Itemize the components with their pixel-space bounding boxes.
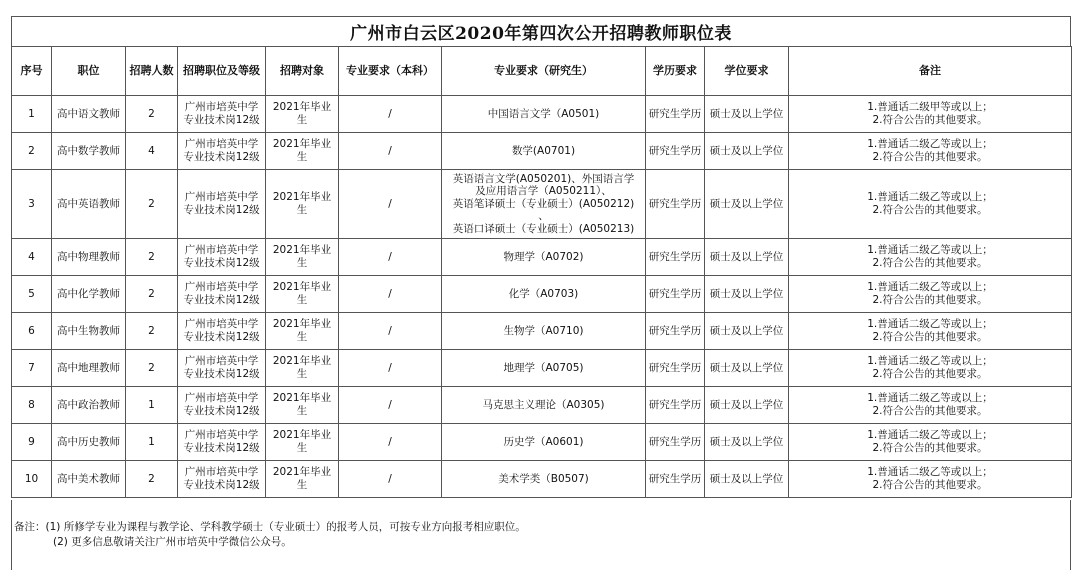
cell-count: 1 [126, 424, 178, 461]
post-level-line: 广州市培英中学 [184, 191, 259, 204]
table-row [12, 461, 1072, 498]
cell-post-level [178, 313, 266, 350]
cell-target: 2021年毕业生 [266, 239, 339, 276]
table-row [12, 239, 1072, 276]
cell-grad-major [442, 424, 646, 461]
cell-target: 2021年毕业生 [266, 170, 339, 239]
table-row [12, 170, 1072, 239]
post-level-line: 广州市培英中学 [184, 392, 259, 405]
remark-line: 1.普通话二级乙等或以上； [867, 191, 993, 204]
cell-count: 1 [126, 387, 178, 424]
cell-no: 5 [12, 276, 52, 313]
cell-grad-major [442, 170, 646, 239]
cell-remarks [789, 387, 1072, 424]
cell-grad-major [442, 313, 646, 350]
grad-major-line: 英语口译硕士（专业硕士）(A050213) [452, 222, 635, 235]
footnote-box [11, 500, 1071, 570]
cell-grad-major [442, 461, 646, 498]
table-row [12, 387, 1072, 424]
cell-degree: 硕士及以上学位 [705, 424, 789, 461]
grad-major-line: 及应用语言学（A050211）、 [475, 185, 612, 198]
grad-major-line: 马克思主义理论（A0305) [482, 398, 605, 411]
cell-count: 2 [126, 96, 178, 133]
remark-line: 1.普通话二级乙等或以上； [867, 429, 993, 442]
cell-degree: 硕士及以上学位 [705, 350, 789, 387]
header-education: 学历要求 [646, 47, 705, 96]
cell-target: 2021年毕业生 [266, 133, 339, 170]
cell-post-level [178, 276, 266, 313]
cell-education: 研究生学历 [646, 350, 705, 387]
remark-line: 1.普通话二级乙等或以上； [867, 281, 993, 294]
post-level-line: 广州市培英中学 [184, 244, 259, 257]
table-header-row [12, 47, 1072, 96]
cell-count: 2 [126, 170, 178, 239]
cell-position: 高中地理教师 [52, 350, 126, 387]
post-level-line: 专业技术岗12级 [183, 294, 260, 306]
grad-major-line: 物理学（A0702) [503, 250, 584, 263]
remark-line: 2.符合公告的其他要求。 [872, 294, 988, 306]
post-level-line: 广州市培英中学 [184, 466, 259, 479]
cell-target: 2021年毕业生 [266, 96, 339, 133]
cell-position: 高中生物教师 [52, 313, 126, 350]
cell-target: 2021年毕业生 [266, 313, 339, 350]
cell-no: 3 [12, 170, 52, 239]
post-level-line: 专业技术岗12级 [183, 331, 260, 343]
cell-grad-major [442, 239, 646, 276]
cell-undergrad-major: / [339, 276, 442, 313]
table-title: 广州市白云区2020年第四次公开招聘教师职位表 [11, 16, 1071, 46]
cell-remarks [789, 239, 1072, 276]
cell-grad-major [442, 96, 646, 133]
cell-no: 4 [12, 239, 52, 276]
cell-count: 2 [126, 461, 178, 498]
header-remarks: 备注 [789, 47, 1072, 96]
cell-post-level [178, 350, 266, 387]
cell-target: 2021年毕业生 [266, 350, 339, 387]
cell-position: 高中英语教师 [52, 170, 126, 239]
cell-degree: 硕士及以上学位 [705, 313, 789, 350]
cell-education: 研究生学历 [646, 387, 705, 424]
cell-grad-major [442, 276, 646, 313]
cell-count: 4 [126, 133, 178, 170]
cell-degree: 硕士及以上学位 [705, 461, 789, 498]
cell-grad-major [442, 350, 646, 387]
cell-remarks [789, 424, 1072, 461]
cell-post-level [178, 170, 266, 239]
cell-remarks [789, 96, 1072, 133]
header-count: 招聘人数 [126, 47, 178, 96]
cell-target: 2021年毕业生 [266, 461, 339, 498]
header-position: 职位 [52, 47, 126, 96]
cell-remarks [789, 313, 1072, 350]
table-body [12, 96, 1072, 498]
cell-education: 研究生学历 [646, 313, 705, 350]
cell-remarks [789, 133, 1072, 170]
cell-undergrad-major: / [339, 461, 442, 498]
recruitment-table [11, 46, 1072, 498]
remark-line: 1.普通话二级乙等或以上； [867, 318, 993, 331]
grad-major-line: 化学（A0703) [508, 287, 579, 300]
grad-major-line: 、 [538, 210, 549, 223]
cell-remarks [789, 461, 1072, 498]
cell-position: 高中语文教师 [52, 96, 126, 133]
cell-no: 2 [12, 133, 52, 170]
cell-post-level [178, 133, 266, 170]
remark-line: 2.符合公告的其他要求。 [872, 114, 988, 126]
remark-line: 2.符合公告的其他要求。 [872, 151, 988, 163]
remark-line: 2.符合公告的其他要求。 [872, 257, 988, 269]
post-level-line: 专业技术岗12级 [183, 368, 260, 380]
cell-grad-major [442, 387, 646, 424]
post-level-line: 广州市培英中学 [184, 429, 259, 442]
header-degree: 学位要求 [705, 47, 789, 96]
remark-line: 2.符合公告的其他要求。 [872, 331, 988, 343]
remark-line: 1.普通话二级乙等或以上； [867, 466, 993, 479]
remark-line: 2.符合公告的其他要求。 [872, 479, 988, 491]
cell-count: 2 [126, 313, 178, 350]
cell-degree: 硕士及以上学位 [705, 387, 789, 424]
cell-no: 7 [12, 350, 52, 387]
cell-post-level [178, 96, 266, 133]
remark-line: 1.普通话二级乙等或以上； [867, 244, 993, 257]
cell-undergrad-major: / [339, 350, 442, 387]
cell-remarks [789, 276, 1072, 313]
remark-line: 1.普通话二级甲等或以上； [867, 101, 993, 114]
cell-degree: 硕士及以上学位 [705, 133, 789, 170]
cell-remarks [789, 350, 1072, 387]
cell-target: 2021年毕业生 [266, 424, 339, 461]
cell-count: 2 [126, 276, 178, 313]
cell-remarks [789, 170, 1072, 239]
post-level-line: 专业技术岗12级 [183, 114, 260, 126]
cell-education: 研究生学历 [646, 96, 705, 133]
post-level-line: 专业技术岗12级 [183, 479, 260, 491]
cell-no: 9 [12, 424, 52, 461]
table-row [12, 424, 1072, 461]
cell-position: 高中物理教师 [52, 239, 126, 276]
cell-post-level [178, 461, 266, 498]
cell-degree: 硕士及以上学位 [705, 96, 789, 133]
cell-position: 高中数学教师 [52, 133, 126, 170]
remark-line: 2.符合公告的其他要求。 [872, 442, 988, 454]
table-row [12, 133, 1072, 170]
post-level-line: 广州市培英中学 [184, 281, 259, 294]
cell-count: 2 [126, 239, 178, 276]
grad-major-line: 地理学（A0705) [503, 361, 584, 374]
table-row [12, 96, 1072, 133]
grad-major-line: 中国语言文学（A0501) [487, 107, 600, 120]
cell-target: 2021年毕业生 [266, 387, 339, 424]
cell-undergrad-major: / [339, 170, 442, 239]
grad-major-line: 英语笔译硕士（专业硕士）(A050212) [452, 197, 635, 210]
remark-line: 1.普通话二级乙等或以上； [867, 355, 993, 368]
footnote-line-1: 备注：(1) 所修学专业为课程与教学论、学科教学硕士（专业硕士）的报考人员，可按专业方向报考相应职位。 [14, 521, 526, 533]
cell-target: 2021年毕业生 [266, 276, 339, 313]
table-row [12, 313, 1072, 350]
cell-position: 高中历史教师 [52, 424, 126, 461]
cell-education: 研究生学历 [646, 239, 705, 276]
cell-degree: 硕士及以上学位 [705, 276, 789, 313]
post-level-line: 广州市培英中学 [184, 138, 259, 151]
table-row [12, 276, 1072, 313]
cell-no: 10 [12, 461, 52, 498]
header-no: 序号 [12, 47, 52, 96]
cell-position: 高中化学教师 [52, 276, 126, 313]
cell-undergrad-major: / [339, 313, 442, 350]
remark-line: 2.符合公告的其他要求。 [872, 204, 988, 216]
cell-education: 研究生学历 [646, 461, 705, 498]
cell-position: 高中美术教师 [52, 461, 126, 498]
post-level-line: 专业技术岗12级 [183, 204, 260, 216]
grad-major-line: 数学(A0701) [511, 144, 576, 157]
grad-major-line: 英语语言文学(A050201)、外国语言学 [452, 172, 635, 185]
cell-education: 研究生学历 [646, 424, 705, 461]
post-level-line: 专业技术岗12级 [183, 405, 260, 417]
grad-major-line: 生物学（A0710) [503, 324, 584, 337]
cell-count: 2 [126, 350, 178, 387]
cell-undergrad-major: / [339, 387, 442, 424]
cell-post-level [178, 387, 266, 424]
cell-degree: 硕士及以上学位 [705, 239, 789, 276]
footnote-line-2: (2) 更多信息敬请关注广州市培英中学微信公众号。 [53, 536, 292, 548]
cell-education: 研究生学历 [646, 133, 705, 170]
cell-position: 高中政治教师 [52, 387, 126, 424]
cell-undergrad-major: / [339, 96, 442, 133]
cell-degree: 硕士及以上学位 [705, 170, 789, 239]
post-level-line: 专业技术岗12级 [183, 442, 260, 454]
remark-line: 1.普通话二级乙等或以上； [867, 392, 993, 405]
cell-no: 8 [12, 387, 52, 424]
cell-post-level [178, 424, 266, 461]
post-level-line: 广州市培英中学 [184, 318, 259, 331]
remark-line: 1.普通话二级乙等或以上； [867, 138, 993, 151]
header-target: 招聘对象 [266, 47, 339, 96]
remark-line: 2.符合公告的其他要求。 [872, 368, 988, 380]
grad-major-line: 美术学类（B0507) [498, 472, 589, 485]
remark-line: 2.符合公告的其他要求。 [872, 405, 988, 417]
post-level-line: 专业技术岗12级 [183, 257, 260, 269]
header-post-level: 招聘职位及等级 [178, 47, 266, 96]
cell-undergrad-major: / [339, 133, 442, 170]
cell-grad-major [442, 133, 646, 170]
header-grad-major: 专业要求（研究生） [442, 47, 646, 96]
cell-education: 研究生学历 [646, 276, 705, 313]
cell-post-level [178, 239, 266, 276]
cell-education: 研究生学历 [646, 170, 705, 239]
post-level-line: 广州市培英中学 [184, 101, 259, 114]
cell-no: 6 [12, 313, 52, 350]
cell-no: 1 [12, 96, 52, 133]
header-undergrad-major: 专业要求（本科） [339, 47, 442, 96]
cell-undergrad-major: / [339, 239, 442, 276]
post-level-line: 专业技术岗12级 [183, 151, 260, 163]
table-row [12, 350, 1072, 387]
cell-undergrad-major: / [339, 424, 442, 461]
post-level-line: 广州市培英中学 [184, 355, 259, 368]
grad-major-line: 历史学（A0601) [503, 435, 584, 448]
